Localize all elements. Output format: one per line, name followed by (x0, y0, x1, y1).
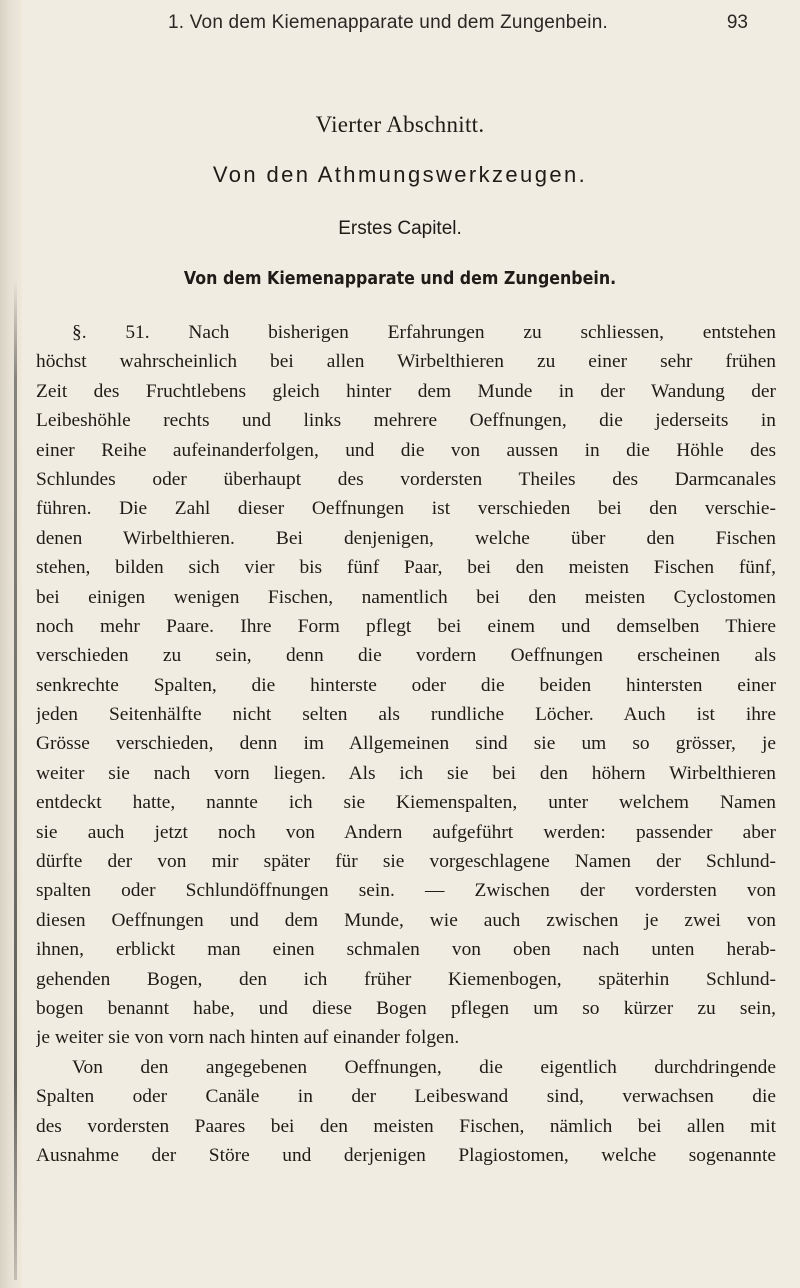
text-line: stehen, bilden sich vier bis fünf Paar, bei den meisten Fischen fünf, (36, 557, 776, 579)
text-line: Schlundes oder überhaupt des vordersten Theiles des Darmcanales (36, 468, 776, 490)
text-line: diesen Oeffnungen und dem Munde, wie auch zwischen je zwei von (36, 909, 776, 931)
text-line: dürfte der von mir später für sie vorgeschlagene Namen der Schlund- (36, 851, 776, 873)
text-line: ihnen, erblickt man einen schmalen von oben nach unten herab- (36, 939, 776, 961)
text-line: bogen benannt habe, und diese Bogen pflegen um so kürzer zu sein, (36, 997, 776, 1019)
text-line: je weiter sie von vorn nach hinten auf einander folgen. (36, 1027, 460, 1049)
body-text (36, 318, 776, 1170)
text-line: Ausnahme der Störe und derjenigen Plagiostomen, welche sogenannte (36, 1144, 776, 1166)
section-subtitle: Von den Athmungswerkzeugen. (212, 162, 588, 187)
text-line: höchst wahrscheinlich bei allen Wirbelthieren zu einer sehr frühen (36, 351, 776, 373)
text-line: sie auch jetzt noch von Andern aufgeführt werden: passender aber (36, 821, 776, 843)
chapter-title: Von dem Kiemenapparate und dem Zungenbein. (183, 268, 617, 289)
text-line: noch mehr Paare. Ihre Form pflegt bei einem und demselben Thiere (36, 615, 776, 637)
text-line: Grösse verschieden, denn im Allgemeinen sind sie um so grösser, je (36, 733, 776, 755)
text-line: §. 51. Nach bisherigen Erfahrungen zu schliessen, entstehen (72, 322, 776, 343)
text-line: Von den angegebenen Oeffnungen, die eigentlich durchdringende (72, 1056, 776, 1078)
text-line: verschieden zu sein, denn die vordern Oeffnungen erscheinen als (36, 645, 776, 667)
page-number: 93 (726, 12, 748, 33)
text-line: Leibeshöhle rechts und links mehrere Oeffnungen, die jederseits in (36, 410, 776, 432)
section-title: Vierter Abschnitt. (315, 112, 485, 137)
text-line: weiter sie nach vorn liegen. Als ich sie bei den höhern Wirbelthieren (36, 762, 776, 784)
book-spine-shadow (0, 0, 22, 1288)
text-line: gehenden Bogen, den ich früher Kiemenbogen, späterhin Schlund- (36, 968, 776, 990)
text-line: bei einigen wenigen Fischen, namentlich bei den meisten Cyclostomen (36, 586, 776, 608)
chapter-heading: Erstes Capitel. (338, 218, 462, 239)
text-line: des vordersten Paares bei den meisten Fischen, nämlich bei allen mit (36, 1115, 776, 1137)
text-line: entdeckt hatte, nannte ich sie Kiemenspalten, unter welchem Namen (36, 792, 776, 814)
gutter-edge (14, 280, 17, 1280)
text-line: Spalten oder Canäle in der Leibeswand sind, verwachsen die (36, 1086, 776, 1108)
text-line: einer Reihe aufeinanderfolgen, und die von aussen in die Höhle des (36, 439, 776, 461)
text-line: jeden Seitenhälfte nicht selten als rundliche Löcher. Auch ist ihre (36, 704, 776, 726)
running-head-title: 1. Von dem Kiemenapparate und dem Zungenbein. (168, 12, 608, 33)
text-line: denen Wirbelthieren. Bei denjenigen, welche über den Fischen (36, 527, 776, 549)
text-line: spalten oder Schlundöffnungen sein. — Zwischen der vordersten von (36, 880, 776, 902)
text-line: führen. Die Zahl dieser Oeffnungen ist verschieden bei den verschie- (36, 498, 776, 520)
text-line: Zeit des Fruchtlebens gleich hinter dem Munde in der Wandung der (36, 380, 776, 402)
text-line: senkrechte Spalten, die hinterste oder die beiden hintersten einer (36, 674, 776, 696)
